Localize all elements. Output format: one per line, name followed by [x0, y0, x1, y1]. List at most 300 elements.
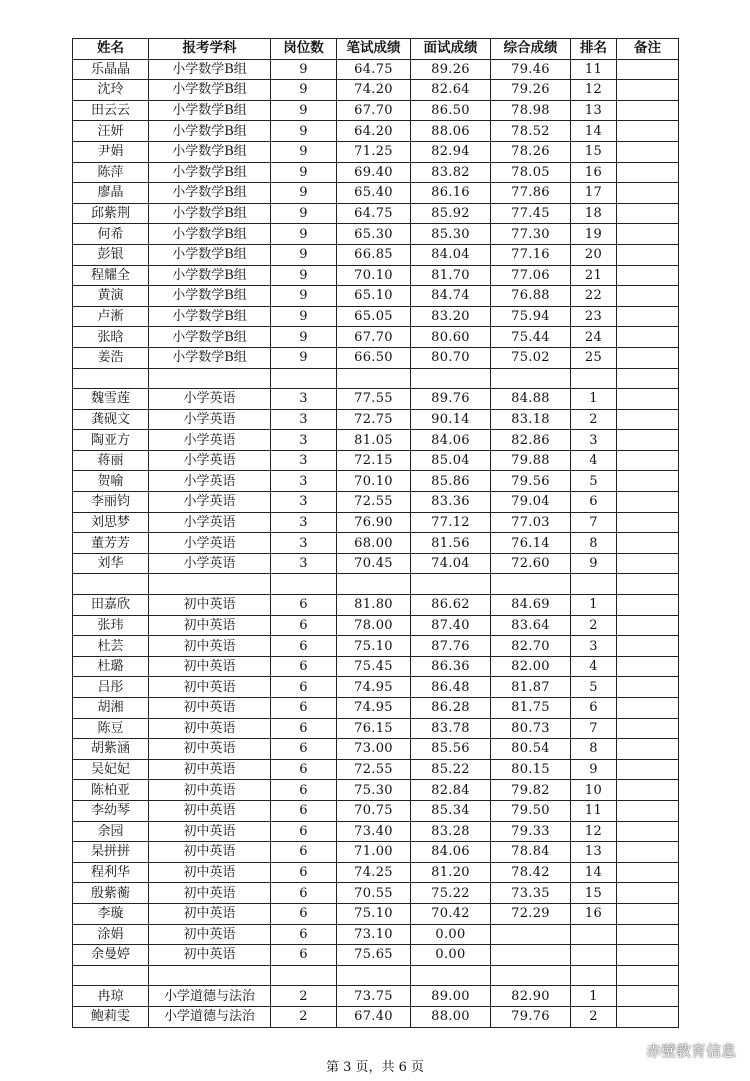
- cell-remarks: [617, 327, 679, 348]
- table-row: [73, 306, 679, 327]
- cell-remarks: [617, 677, 679, 698]
- cell-positions: 6: [271, 862, 337, 883]
- cell-name: 涂娟: [73, 924, 149, 945]
- cell-name: 龚砚文: [73, 409, 149, 430]
- cell-positions: 6: [271, 698, 337, 719]
- cell-name: 沈玲: [73, 80, 149, 101]
- cell-remarks: [617, 574, 679, 595]
- table-row: [73, 286, 679, 307]
- cell-rank: [571, 924, 617, 945]
- cell-written-score: 74.25: [337, 862, 411, 883]
- cell-name: 杜璐: [73, 656, 149, 677]
- cell-positions: 6: [271, 677, 337, 698]
- cell-rank: 12: [571, 821, 617, 842]
- cell-subject: 小学道德与法治: [149, 986, 271, 1007]
- cell-interview-score: [411, 368, 491, 389]
- cell-rank: [571, 965, 617, 986]
- table-spacer-row: [73, 574, 679, 595]
- cell-remarks: [617, 203, 679, 224]
- cell-total-score: 75.02: [491, 347, 571, 368]
- cell-positions: 9: [271, 141, 337, 162]
- cell-interview-score: 83.20: [411, 306, 491, 327]
- cell-subject: 初中英语: [149, 800, 271, 821]
- cell-positions: 9: [271, 244, 337, 265]
- table-row: [73, 162, 679, 183]
- cell-remarks: [617, 718, 679, 739]
- cell-remarks: [617, 244, 679, 265]
- cell-total-score: 80.15: [491, 759, 571, 780]
- cell-subject: 小学数学B组: [149, 162, 271, 183]
- cell-total-score: 79.50: [491, 800, 571, 821]
- cell-rank: 1: [571, 595, 617, 616]
- cell-rank: 24: [571, 327, 617, 348]
- cell-interview-score: 77.12: [411, 512, 491, 533]
- table-spacer-row: [73, 965, 679, 986]
- cell-interview-score: 86.28: [411, 698, 491, 719]
- cell-subject: 小学数学B组: [149, 203, 271, 224]
- cell-interview-score: 85.04: [411, 450, 491, 471]
- cell-written-score: 70.45: [337, 553, 411, 574]
- cell-remarks: [617, 986, 679, 1007]
- cell-total-score: 84.69: [491, 595, 571, 616]
- cell-name: 陶亚方: [73, 430, 149, 451]
- cell-written-score: 74.20: [337, 80, 411, 101]
- cell-positions: 6: [271, 718, 337, 739]
- cell-rank: 6: [571, 492, 617, 513]
- cell-written-score: 71.00: [337, 842, 411, 863]
- cell-subject: 初中英语: [149, 924, 271, 945]
- cell-rank: 13: [571, 842, 617, 863]
- cell-total-score: 82.00: [491, 656, 571, 677]
- cell-remarks: [617, 924, 679, 945]
- cell-interview-score: 86.50: [411, 100, 491, 121]
- cell-remarks: [617, 389, 679, 410]
- table-row: [73, 595, 679, 616]
- cell-subject: 初中英语: [149, 677, 271, 698]
- cell-name: 胡紫涵: [73, 739, 149, 760]
- table-row: [73, 862, 679, 883]
- cell-positions: 3: [271, 471, 337, 492]
- cell-name: 杜芸: [73, 636, 149, 657]
- cell-subject: 小学英语: [149, 430, 271, 451]
- table-spacer-row: [73, 368, 679, 389]
- cell-interview-score: 83.78: [411, 718, 491, 739]
- cell-name: 田嘉欣: [73, 595, 149, 616]
- table-row: [73, 347, 679, 368]
- table-row: [73, 636, 679, 657]
- cell-written-score: 66.50: [337, 347, 411, 368]
- cell-rank: 16: [571, 903, 617, 924]
- header-remarks: 备注: [617, 39, 679, 60]
- cell-positions: 6: [271, 780, 337, 801]
- cell-positions: 6: [271, 656, 337, 677]
- cell-interview-score: 0.00: [411, 945, 491, 966]
- cell-written-score: 72.55: [337, 492, 411, 513]
- cell-interview-score: 82.84: [411, 780, 491, 801]
- cell-name: 杲拼拼: [73, 842, 149, 863]
- cell-remarks: [617, 59, 679, 80]
- cell-rank: 7: [571, 718, 617, 739]
- cell-remarks: [617, 492, 679, 513]
- table-row: [73, 553, 679, 574]
- cell-rank: 8: [571, 739, 617, 760]
- cell-total-score: 79.26: [491, 80, 571, 101]
- cell-positions: 3: [271, 430, 337, 451]
- table-row: [73, 656, 679, 677]
- cell-subject: 初中英语: [149, 759, 271, 780]
- cell-rank: 11: [571, 59, 617, 80]
- cell-interview-score: 81.70: [411, 265, 491, 286]
- cell-remarks: [617, 821, 679, 842]
- cell-total-score: 72.29: [491, 903, 571, 924]
- cell-remarks: [617, 183, 679, 204]
- cell-total-score: 81.87: [491, 677, 571, 698]
- cell-subject: 初中英语: [149, 739, 271, 760]
- cell-total-score: 82.70: [491, 636, 571, 657]
- cell-remarks: [617, 471, 679, 492]
- cell-interview-score: 85.92: [411, 203, 491, 224]
- cell-name: 吴妃妃: [73, 759, 149, 780]
- cell-interview-score: 82.94: [411, 141, 491, 162]
- score-table: [72, 38, 679, 1028]
- table-row: [73, 409, 679, 430]
- table-row: [73, 842, 679, 863]
- cell-interview-score: 84.06: [411, 430, 491, 451]
- cell-interview-score: 74.04: [411, 553, 491, 574]
- table-row: [73, 450, 679, 471]
- cell-subject: 小学数学B组: [149, 327, 271, 348]
- cell-total-score: 78.05: [491, 162, 571, 183]
- cell-written-score: 73.00: [337, 739, 411, 760]
- table-row: [73, 59, 679, 80]
- cell-written-score: 74.95: [337, 677, 411, 698]
- cell-written-score: 64.20: [337, 121, 411, 142]
- cell-positions: 6: [271, 800, 337, 821]
- cell-subject: 小学英语: [149, 553, 271, 574]
- cell-total-score: 79.88: [491, 450, 571, 471]
- cell-total-score: 76.88: [491, 286, 571, 307]
- cell-total-score: [491, 965, 571, 986]
- header-rank: 排名: [571, 39, 617, 60]
- cell-remarks: [617, 636, 679, 657]
- cell-positions: 9: [271, 80, 337, 101]
- cell-interview-score: 89.26: [411, 59, 491, 80]
- cell-rank: 20: [571, 244, 617, 265]
- cell-remarks: [617, 615, 679, 636]
- cell-rank: 6: [571, 698, 617, 719]
- cell-written-score: 75.30: [337, 780, 411, 801]
- table-row: [73, 924, 679, 945]
- cell-interview-score: 83.28: [411, 821, 491, 842]
- cell-remarks: [617, 224, 679, 245]
- cell-interview-score: 86.36: [411, 656, 491, 677]
- cell-subject: 小学数学B组: [149, 265, 271, 286]
- cell-remarks: [617, 286, 679, 307]
- cell-rank: [571, 945, 617, 966]
- cell-name: 李丽钧: [73, 492, 149, 513]
- page-footer: 第 3 页，共 6 页: [325, 1060, 425, 1075]
- cell-remarks: [617, 141, 679, 162]
- cell-written-score: 69.40: [337, 162, 411, 183]
- table-row: [73, 80, 679, 101]
- cell-name: 吕彤: [73, 677, 149, 698]
- cell-total-score: 75.94: [491, 306, 571, 327]
- cell-remarks: [617, 945, 679, 966]
- cell-subject: 小学数学B组: [149, 286, 271, 307]
- cell-subject: 初中英语: [149, 842, 271, 863]
- cell-name: 李幼琴: [73, 800, 149, 821]
- cell-positions: 6: [271, 739, 337, 760]
- cell-positions: 6: [271, 883, 337, 904]
- cell-remarks: [617, 533, 679, 554]
- cell-total-score: 78.52: [491, 121, 571, 142]
- cell-rank: [571, 574, 617, 595]
- cell-total-score: 82.90: [491, 986, 571, 1007]
- cell-interview-score: 83.82: [411, 162, 491, 183]
- cell-name: 余园: [73, 821, 149, 842]
- cell-name: 蒋丽: [73, 450, 149, 471]
- table-row: [73, 183, 679, 204]
- cell-interview-score: 85.34: [411, 800, 491, 821]
- cell-rank: 2: [571, 409, 617, 430]
- cell-written-score: 78.00: [337, 615, 411, 636]
- cell-written-score: 73.10: [337, 924, 411, 945]
- cell-name: 姜浩: [73, 347, 149, 368]
- cell-interview-score: 86.48: [411, 677, 491, 698]
- cell-name: 何希: [73, 224, 149, 245]
- cell-interview-score: 86.16: [411, 183, 491, 204]
- cell-total-score: 79.56: [491, 471, 571, 492]
- cell-interview-score: 81.56: [411, 533, 491, 554]
- cell-name: 邱紫荆: [73, 203, 149, 224]
- cell-name: 陈萍: [73, 162, 149, 183]
- cell-subject: 小学数学B组: [149, 141, 271, 162]
- cell-subject: 初中英语: [149, 595, 271, 616]
- cell-written-score: 81.80: [337, 595, 411, 616]
- cell-written-score: 72.15: [337, 450, 411, 471]
- table-row: [73, 800, 679, 821]
- header-subject: 报考学科: [149, 39, 271, 60]
- cell-name: 彭银: [73, 244, 149, 265]
- cell-total-score: 78.26: [491, 141, 571, 162]
- cell-subject: [149, 574, 271, 595]
- cell-positions: 2: [271, 1006, 337, 1027]
- cell-written-score: 75.45: [337, 656, 411, 677]
- cell-rank: 4: [571, 450, 617, 471]
- cell-interview-score: 70.42: [411, 903, 491, 924]
- cell-positions: 3: [271, 389, 337, 410]
- cell-remarks: [617, 759, 679, 780]
- cell-rank: 11: [571, 800, 617, 821]
- table-row: [73, 471, 679, 492]
- cell-positions: 6: [271, 636, 337, 657]
- cell-remarks: [617, 698, 679, 719]
- cell-name: 董芳芳: [73, 533, 149, 554]
- cell-total-score: 83.64: [491, 615, 571, 636]
- cell-total-score: 78.98: [491, 100, 571, 121]
- table-row: [73, 512, 679, 533]
- table-row: [73, 718, 679, 739]
- cell-rank: 19: [571, 224, 617, 245]
- cell-written-score: [337, 368, 411, 389]
- table-row: [73, 389, 679, 410]
- cell-interview-score: 86.62: [411, 595, 491, 616]
- cell-total-score: [491, 574, 571, 595]
- cell-written-score: 64.75: [337, 59, 411, 80]
- cell-total-score: 77.30: [491, 224, 571, 245]
- cell-subject: 小学数学B组: [149, 347, 271, 368]
- cell-rank: 3: [571, 636, 617, 657]
- cell-interview-score: 88.06: [411, 121, 491, 142]
- watermark: [624, 1040, 736, 1061]
- cell-positions: 9: [271, 224, 337, 245]
- cell-written-score: 64.75: [337, 203, 411, 224]
- cell-interview-score: 89.76: [411, 389, 491, 410]
- cell-name: 张晗: [73, 327, 149, 348]
- cell-rank: 4: [571, 656, 617, 677]
- cell-rank: 5: [571, 471, 617, 492]
- cell-rank: [571, 368, 617, 389]
- cell-written-score: 71.25: [337, 141, 411, 162]
- cell-positions: 6: [271, 821, 337, 842]
- cell-name: 陈柏亚: [73, 780, 149, 801]
- table-row: [73, 1006, 679, 1027]
- cell-subject: 初中英语: [149, 780, 271, 801]
- cell-written-score: 76.90: [337, 512, 411, 533]
- cell-rank: 13: [571, 100, 617, 121]
- cell-total-score: 84.88: [491, 389, 571, 410]
- cell-written-score: 72.75: [337, 409, 411, 430]
- cell-remarks: [617, 80, 679, 101]
- cell-subject: 初中英语: [149, 903, 271, 924]
- cell-interview-score: 85.86: [411, 471, 491, 492]
- table-row: [73, 265, 679, 286]
- cell-interview-score: 83.36: [411, 492, 491, 513]
- header-written-score: 笔试成绩: [337, 39, 411, 60]
- cell-subject: 初中英语: [149, 698, 271, 719]
- cell-total-score: 73.35: [491, 883, 571, 904]
- cell-interview-score: 89.00: [411, 986, 491, 1007]
- cell-positions: 9: [271, 286, 337, 307]
- cell-name: 刘思梦: [73, 512, 149, 533]
- cell-total-score: 80.54: [491, 739, 571, 760]
- cell-name: 余曼婷: [73, 945, 149, 966]
- table-row: [73, 100, 679, 121]
- cell-positions: 3: [271, 409, 337, 430]
- cell-rank: 25: [571, 347, 617, 368]
- cell-rank: 14: [571, 121, 617, 142]
- table-row: [73, 492, 679, 513]
- cell-remarks: [617, 965, 679, 986]
- cell-interview-score: 85.56: [411, 739, 491, 760]
- cell-written-score: 72.55: [337, 759, 411, 780]
- cell-rank: 9: [571, 553, 617, 574]
- header-positions: 岗位数: [271, 39, 337, 60]
- table-row: [73, 986, 679, 1007]
- cell-total-score: 80.73: [491, 718, 571, 739]
- cell-positions: 6: [271, 842, 337, 863]
- cell-remarks: [617, 512, 679, 533]
- cell-name: 刘华: [73, 553, 149, 574]
- cell-interview-score: [411, 574, 491, 595]
- cell-remarks: [617, 739, 679, 760]
- cell-total-score: 77.06: [491, 265, 571, 286]
- cell-rank: 2: [571, 615, 617, 636]
- table-row: [73, 244, 679, 265]
- cell-remarks: [617, 1006, 679, 1027]
- cell-written-score: 75.10: [337, 903, 411, 924]
- cell-name: [73, 965, 149, 986]
- cell-name: 廖晶: [73, 183, 149, 204]
- cell-written-score: 65.05: [337, 306, 411, 327]
- cell-positions: 6: [271, 903, 337, 924]
- cell-positions: [271, 965, 337, 986]
- cell-rank: 3: [571, 430, 617, 451]
- cell-total-score: 72.60: [491, 553, 571, 574]
- cell-remarks: [617, 800, 679, 821]
- cell-remarks: [617, 656, 679, 677]
- cell-total-score: 81.75: [491, 698, 571, 719]
- cell-interview-score: 81.20: [411, 862, 491, 883]
- table-row: [73, 759, 679, 780]
- cell-written-score: 74.95: [337, 698, 411, 719]
- cell-written-score: 81.05: [337, 430, 411, 451]
- cell-positions: 9: [271, 162, 337, 183]
- cell-subject: 小学英语: [149, 492, 271, 513]
- cell-name: 鲍莉雯: [73, 1006, 149, 1027]
- cell-interview-score: 84.04: [411, 244, 491, 265]
- cell-name: 乐晶晶: [73, 59, 149, 80]
- cell-subject: 小学英语: [149, 450, 271, 471]
- table-row: [73, 203, 679, 224]
- cell-written-score: 68.00: [337, 533, 411, 554]
- cell-total-score: 82.86: [491, 430, 571, 451]
- cell-interview-score: 0.00: [411, 924, 491, 945]
- cell-written-score: 73.40: [337, 821, 411, 842]
- header-interview-score: 面试成绩: [411, 39, 491, 60]
- cell-name: 黄演: [73, 286, 149, 307]
- cell-subject: 小学英语: [149, 409, 271, 430]
- cell-interview-score: 85.30: [411, 224, 491, 245]
- cell-total-score: 79.33: [491, 821, 571, 842]
- cell-positions: 3: [271, 533, 337, 554]
- cell-written-score: 75.10: [337, 636, 411, 657]
- cell-total-score: 78.84: [491, 842, 571, 863]
- cell-remarks: [617, 595, 679, 616]
- cell-interview-score: 80.60: [411, 327, 491, 348]
- cell-rank: 1: [571, 389, 617, 410]
- cell-rank: 14: [571, 862, 617, 883]
- cell-rank: 8: [571, 533, 617, 554]
- cell-positions: 9: [271, 265, 337, 286]
- cell-positions: 3: [271, 450, 337, 471]
- cell-total-score: [491, 945, 571, 966]
- cell-subject: [149, 368, 271, 389]
- cell-remarks: [617, 306, 679, 327]
- cell-interview-score: 87.40: [411, 615, 491, 636]
- cell-written-score: [337, 574, 411, 595]
- cell-written-score: 65.30: [337, 224, 411, 245]
- cell-name: [73, 368, 149, 389]
- cell-subject: 初中英语: [149, 945, 271, 966]
- cell-rank: 9: [571, 759, 617, 780]
- cell-subject: 小学英语: [149, 471, 271, 492]
- cell-positions: 3: [271, 512, 337, 533]
- cell-positions: 9: [271, 306, 337, 327]
- cell-subject: 小学数学B组: [149, 183, 271, 204]
- cell-interview-score: 75.22: [411, 883, 491, 904]
- cell-written-score: 66.85: [337, 244, 411, 265]
